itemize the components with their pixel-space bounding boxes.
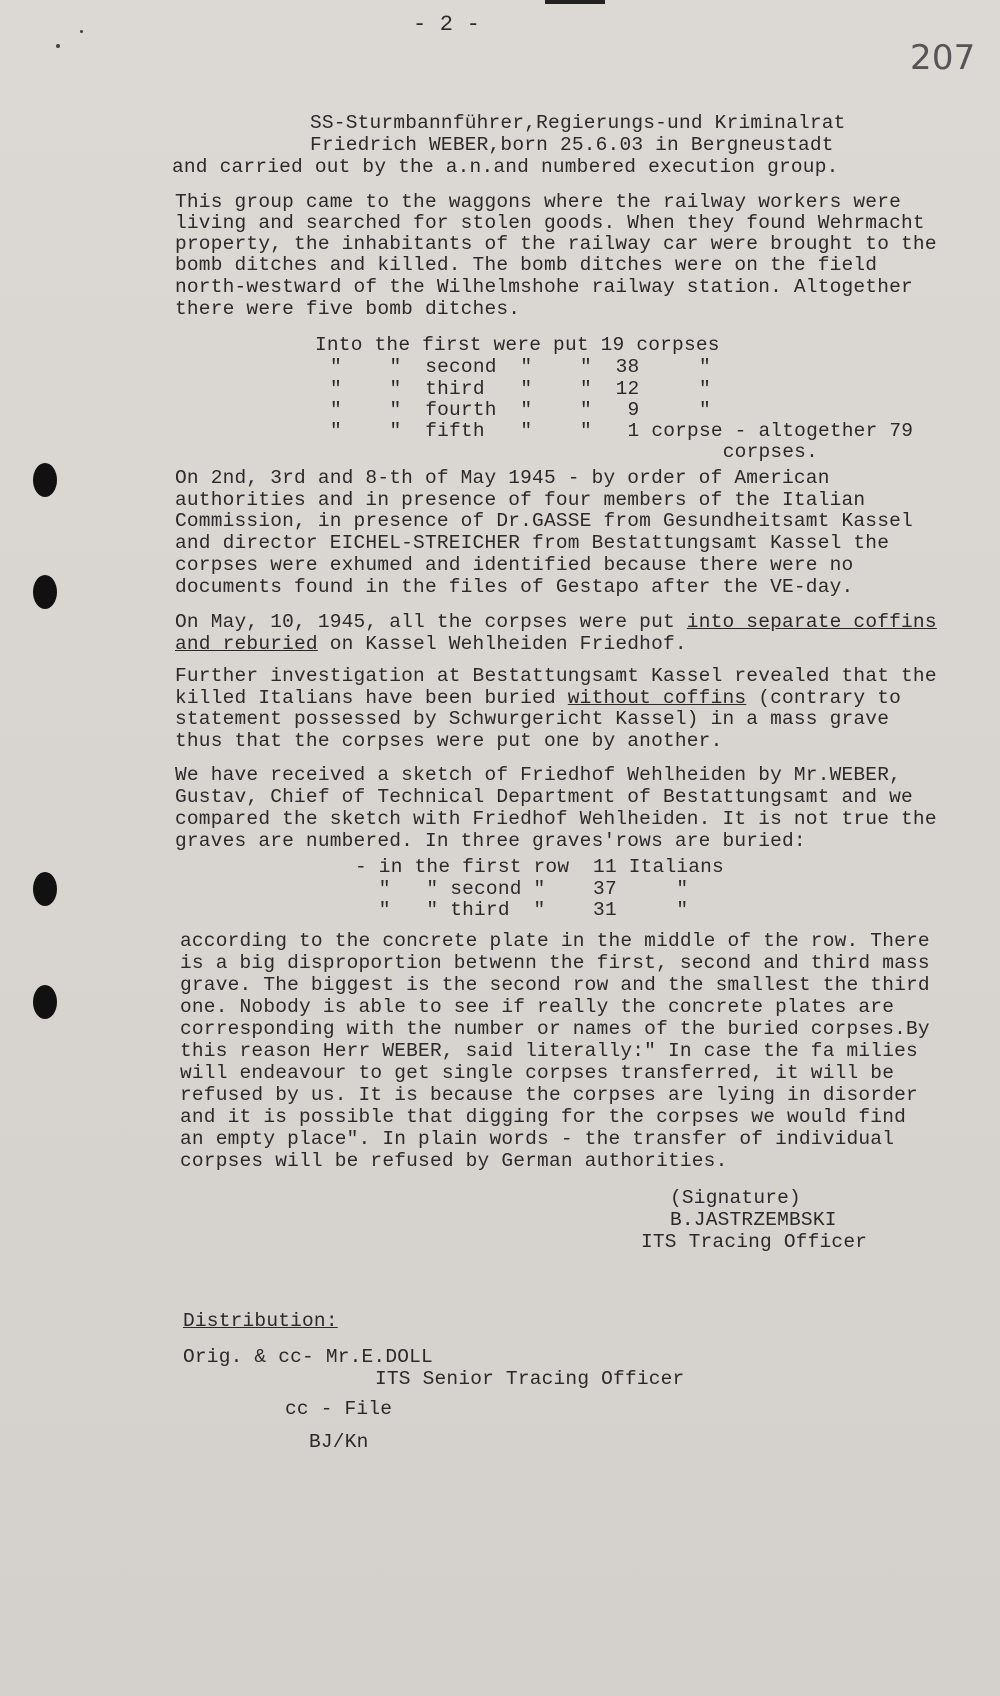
punch-hole [33,985,57,1019]
text-line: refused by us. It is because the corpses are lying in disorder [180,1084,918,1106]
text-line: Further investigation at Bestattungsamt Kassel revealed that the [175,665,937,687]
text-line: On 2nd, 3rd and 8-th of May 1945 - by order of American [175,467,830,489]
text-line: will endeavour to get single corpses transferred, it will be [180,1062,895,1084]
punch-hole [33,463,57,497]
signatory-title: ITS Tracing Officer [641,1231,868,1253]
text-line: This group came to the waggons where the railway workers were [175,191,902,213]
text-line: We have received a sketch of Friedhof Wehlheiden by Mr.WEBER, [175,764,902,786]
text-line: this reason Herr WEBER, said literally:" In case the fa milies [180,1040,918,1062]
underlined-text: without coffins [567,687,747,709]
text-line: an empty place". In plain words - the transfer of individual [180,1128,895,1150]
text-line: one. Nobody is able to see if really the concrete plates are [180,996,895,1018]
speck [56,44,60,48]
list-item: " " second " 37 " [355,878,689,900]
text-line: documents found in the files of Gestapo after the VE-day. [175,576,854,598]
intro-line-1: SS-Sturmbannführer,Regierungs-und Kriminalrat [310,112,846,134]
text-line: Commission, in presence of Dr.GASSE from Gesundheitsamt Kassel [175,510,913,532]
text-line: compared the sketch with Friedhof Wehlheiden. It is not true the [175,808,937,830]
punch-hole [33,575,57,609]
text-line: is a big disproportion betwenn the first, second and third mass [180,952,930,974]
intro-line-2: Friedrich WEBER,born 25.6.03 in Bergneustadt [310,134,834,156]
text-line: thus that the corpses were put one by another. [175,730,723,752]
list-item: " " second " " 38 " [330,356,711,378]
top-edge-mark [545,0,605,4]
list-item: corpses. [330,441,818,463]
text-span: killed Italians have been buried [175,687,568,709]
text-line: Gustav, Chief of Technical Department of Bestattungsamt and we [175,786,913,808]
text-line: there were five bomb ditches. [175,298,521,320]
text-line [175,688,901,710]
text-span: (contrary to [746,687,902,709]
text-line [175,612,937,634]
text-line: living and searched for stolen goods. When they found Wehrmacht [175,212,925,234]
text-span: on Kassel Wehlheiden Friedhof. [317,633,687,655]
punch-hole [33,872,57,906]
text-line: property, the inhabitants of the railway car were brought to the [175,233,937,255]
text-line: according to the concrete plate in the middle of the row. There [180,930,930,952]
distribution-heading: Distribution: [183,1310,338,1332]
signature-note: (Signature) [670,1187,801,1209]
text-line: corresponding with the number or names of the buried corpses.By [180,1018,930,1040]
list-item: Into the first were put 19 corpses [315,334,720,356]
file-number: 207 [910,38,976,78]
list-item: " " third " " 12 " [330,378,711,400]
distribution-line: cc - File [285,1398,393,1420]
underlined-text: into separate coffins [686,611,937,633]
text-line: bomb ditches and killed. The bomb ditches were on the field [175,254,878,276]
text-line: and it is possible that digging for the corpses we would find [180,1106,907,1128]
intro-line-3: and carried out by the a.n.and numbered execution group. [172,156,839,178]
text-line: graves are numbered. In three graves'rows are buried: [175,830,806,852]
text-span: On May, 10, 1945, all the corpses were put [175,611,687,633]
text-line: north-westward of the Wilhelmshohe railway station. Altogether [175,276,913,298]
text-line: corpses were exhumed and identified because there were no [175,554,854,576]
page-number: - 2 - [413,12,481,37]
speck [80,30,83,33]
text-line: corpses will be refused by German authorities. [180,1150,728,1172]
text-line: authorities and in presence of four members of the Italian [175,489,866,511]
list-item: " " third " 31 " [355,899,689,921]
text-line [175,634,687,656]
distribution-line: ITS Senior Tracing Officer [375,1368,685,1390]
text-line: grave. The biggest is the second row and the smallest the third [180,974,930,996]
reference-initials: BJ/Kn [309,1431,369,1453]
underlined-text: and reburied [175,633,318,655]
text-line: statement possessed by Schwurgericht Kassel) in a mass grave [175,708,890,730]
list-item: - in the first row 11 Italians [355,856,724,878]
distribution-line: Orig. & cc- Mr.E.DOLL [183,1346,433,1368]
text-line: and director EICHEL-STREICHER from Bestattungsamt Kassel the [175,532,890,554]
signatory-name: B.JASTRZEMBSKI [670,1209,837,1231]
list-item: " " fifth " " 1 corpse - altogether 79 [330,420,914,442]
list-item: " " fourth " " 9 " [330,399,711,421]
